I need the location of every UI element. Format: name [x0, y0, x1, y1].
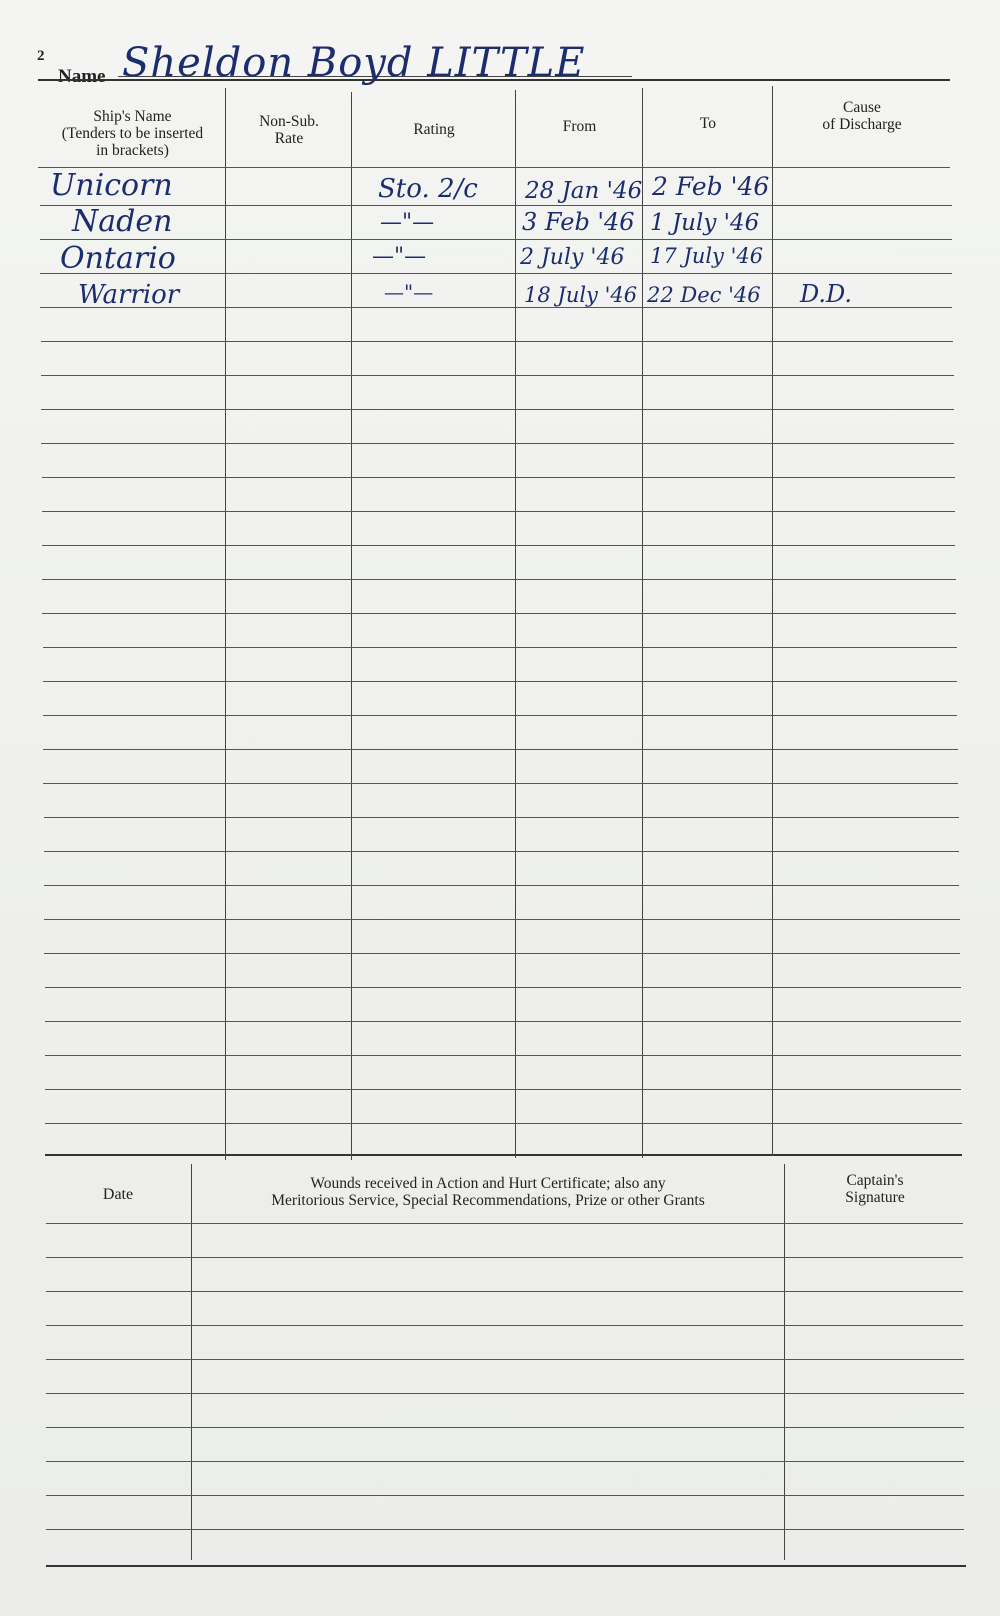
col-sep-1: [225, 88, 226, 1160]
lower-ruled-line: [46, 1427, 964, 1428]
ruled-line: [44, 817, 959, 818]
ruled-line: [44, 851, 959, 852]
header-rating: Rating: [413, 121, 455, 138]
lower-ruled-line: [46, 1393, 964, 1394]
header-cause-of-discharge: Cause of Discharge: [822, 99, 902, 133]
ruled-line: [45, 1021, 961, 1022]
lower-ruled-line: [46, 1359, 964, 1360]
ruled-line: [42, 477, 955, 478]
row-1-to: 2 Feb '46: [652, 172, 770, 201]
ruled-line: [41, 375, 954, 376]
ruled-line: [42, 545, 955, 546]
ruled-line: [42, 613, 956, 614]
ruled-line: [42, 579, 956, 580]
ruled-line: [43, 647, 957, 648]
col-sep-3: [515, 90, 516, 1158]
header-awards-description: Wounds received in Action and Hurt Certificate; also any Meritorious Service, Special Recommendations, Prize or other Grants: [271, 1175, 705, 1209]
ruled-line: [40, 239, 952, 240]
col-sep-4: [642, 88, 643, 1158]
row-2-rating: —"—: [380, 210, 435, 235]
header-non-sub-rate: Non-Sub. Rate: [259, 113, 319, 147]
ruled-line: [45, 1055, 961, 1056]
ruled-line: [43, 715, 957, 716]
ruled-line: [41, 443, 954, 444]
ruled-line: [45, 1123, 962, 1124]
header-from: From: [562, 118, 597, 135]
row-4-ship: Warrior: [78, 280, 180, 310]
row-1-ship: Unicorn: [50, 168, 173, 203]
row-3-from: 2 July '46: [520, 245, 625, 270]
ruled-line: [45, 1089, 961, 1090]
upper-table-top-border: [38, 79, 950, 81]
name-label: Name: [58, 66, 106, 87]
upper-table-bottom-border: [45, 1154, 962, 1156]
header-date: Date: [102, 1186, 134, 1203]
row-2-to: 1 July '46: [650, 210, 760, 236]
lower-ruled-line: [46, 1461, 964, 1462]
row-3-ship: Ontario: [60, 241, 176, 276]
ruled-line: [43, 681, 957, 682]
ruled-line: [40, 273, 952, 274]
row-4-rating: —"—: [384, 280, 434, 304]
col-sep-2: [351, 92, 352, 1160]
col-sep-5: [772, 86, 773, 1156]
ruled-line: [44, 919, 960, 920]
name-value: Sheldon Boyd LITTLE: [122, 40, 586, 86]
lower-ruled-line: [46, 1257, 963, 1258]
ruled-line: [42, 511, 955, 512]
row-2-from: 3 Feb '46: [522, 208, 635, 236]
row-4-from: 18 July '46: [524, 283, 638, 307]
row-1-rating: Sto. 2/c: [378, 174, 478, 204]
row-3-rating: —"—: [372, 244, 427, 269]
row-1-from: 28 Jan '46: [525, 178, 643, 204]
lower-ruled-line: [46, 1223, 963, 1224]
ruled-line: [43, 749, 958, 750]
header-to: To: [699, 115, 717, 132]
ruled-line: [41, 409, 954, 410]
ruled-line: [38, 167, 950, 168]
lower-ruled-line: [46, 1495, 964, 1496]
ruled-line: [45, 987, 961, 988]
row-4-cause: D.D.: [800, 280, 853, 308]
ruled-line: [43, 783, 958, 784]
header-ship-name: Ship's Name (Tenders to be inserted in brackets): [61, 108, 204, 159]
lower-table-bottom-border: [46, 1565, 966, 1567]
lower-ruled-line: [46, 1529, 964, 1530]
ruled-line: [44, 885, 959, 886]
row-3-to: 17 July '46: [650, 244, 764, 268]
row-4-to: 22 Dec '46: [647, 283, 761, 307]
page-number: 2: [37, 48, 45, 64]
ruled-line: [44, 953, 960, 954]
ruled-line: [40, 205, 952, 206]
header-captains-signature: Captain's Signature: [845, 1172, 905, 1206]
lower-ruled-line: [46, 1325, 963, 1326]
lower-ruled-line: [46, 1291, 963, 1292]
row-2-ship: Naden: [72, 204, 173, 239]
ruled-line: [41, 341, 953, 342]
